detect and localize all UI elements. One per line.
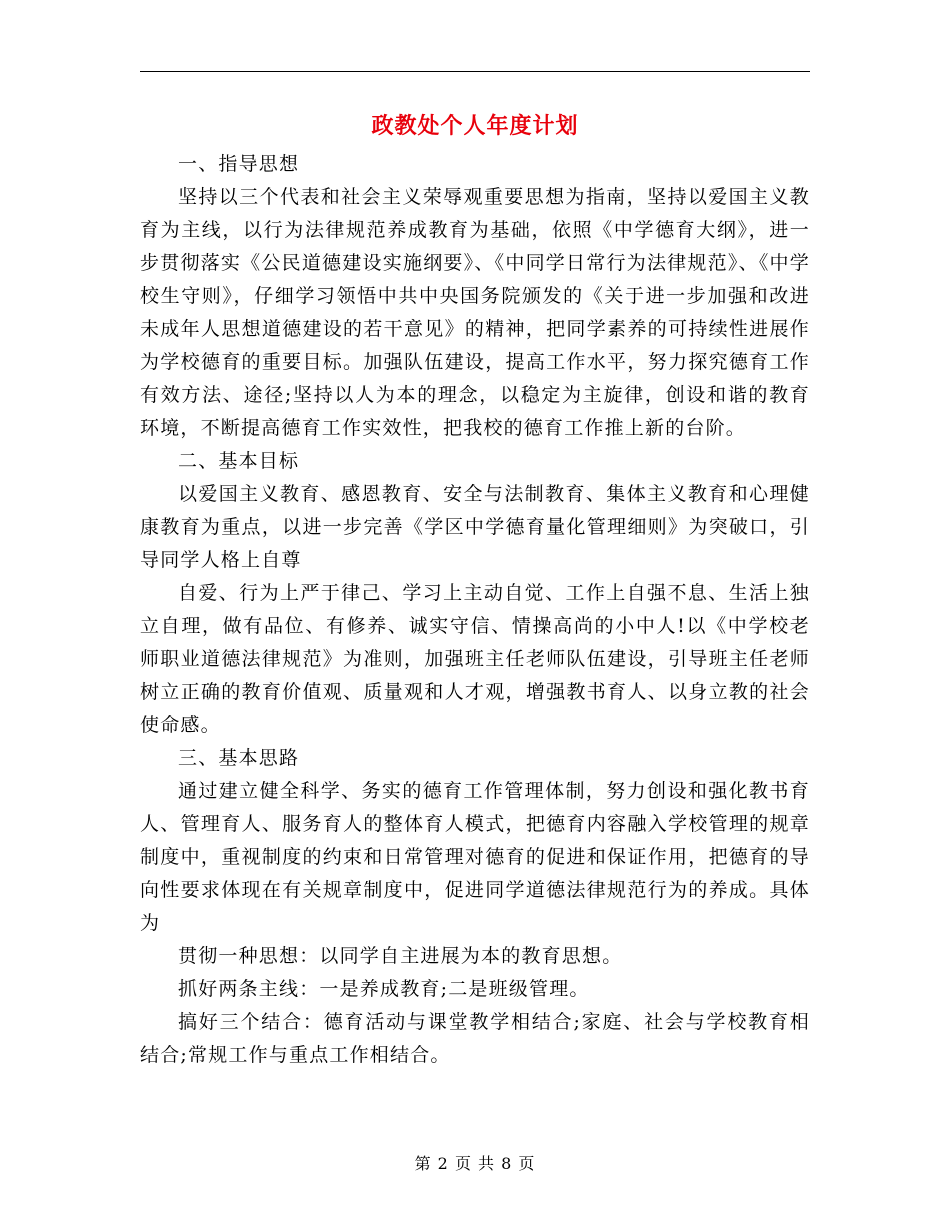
- paragraph-basic-approach: 通过建立健全科学、务实的德育工作管理体制，努力创设和强化教书育人、管理育人、服务育人的整体育人模式，把德育内容融入学校管理的规章制度中，重视制度的约束和日常管理对德育的促进和保证作用，把德育的导向性要求体现在有关规章制度中，促进同学道德法律规范行为的养成。具体为: [140, 780, 810, 934]
- paragraph-one-idea: 贯彻一种思想：以同学自主进展为本的教育思想。: [178, 945, 623, 967]
- paragraph-basic-goals-continued: 自爱、行为上严于律己、学习上主动自觉、工作上自强不息、生活上独立自理，做有品位、有修养、诚实守信、情操高尚的小中人!以《中学校老师职业道德法律规范》为准则，加强班主任老师队伍建设，引导班主任老师树立正确的教育价值观、质量观和人才观，增强教书育人、以身立教的社会使命感。: [140, 582, 810, 736]
- page-number-footer: 第 2 页 共 8 页: [414, 1154, 536, 1173]
- paragraph-three-combinations: 搞好三个结合：德育活动与课堂教学相结合;家庭、社会与学校教育相结合;常规工作与重点工作相结合。: [140, 1011, 810, 1066]
- paragraph-guiding-ideology: 坚持以三个代表和社会主义荣辱观重要思想为指南，坚持以爱国主义教育为主线，以行为法律规范养成教育为基础，依照《中学德育大纲》，进一步贯彻落实《公民道德建设实施纲要》、《中同学日常行为法律规范》、《中学校生守则》，仔细学习领悟中共中央国务院颁发的《关于进一步加强和改进未成年人思想道德建设的若干意见》的精神，把同学素养的可持续性进展作为学校德育的重要目标。加强队伍建设，提高工作水平，努力探究德育工作有效方法、途径;坚持以人为本的理念，以稳定为主旋律，创设和谐的教育环境，不断提高德育工作实效性，把我校的德育工作推上新的台阶。: [140, 186, 810, 439]
- section-heading-guiding-ideology: 一、指导思想: [178, 153, 300, 175]
- paragraph-two-main-lines: 抓好两条主线：一是养成教育;二是班级管理。: [178, 978, 590, 1000]
- paragraph-basic-goals: 以爱国主义教育、感恩教育、安全与法制教育、集体主义教育和心理健康教育为重点，以进一步完善《学区中学德育量化管理细则》为突破口，引导同学人格上自尊: [140, 483, 810, 571]
- document-body: [140, 148, 810, 1072]
- header-rule: [140, 71, 810, 72]
- section-heading-basic-goals: 二、基本目标: [178, 450, 300, 472]
- section-heading-basic-approach: 三、基本思路: [178, 747, 300, 769]
- document-title: 政教处个人年度计划: [371, 113, 579, 139]
